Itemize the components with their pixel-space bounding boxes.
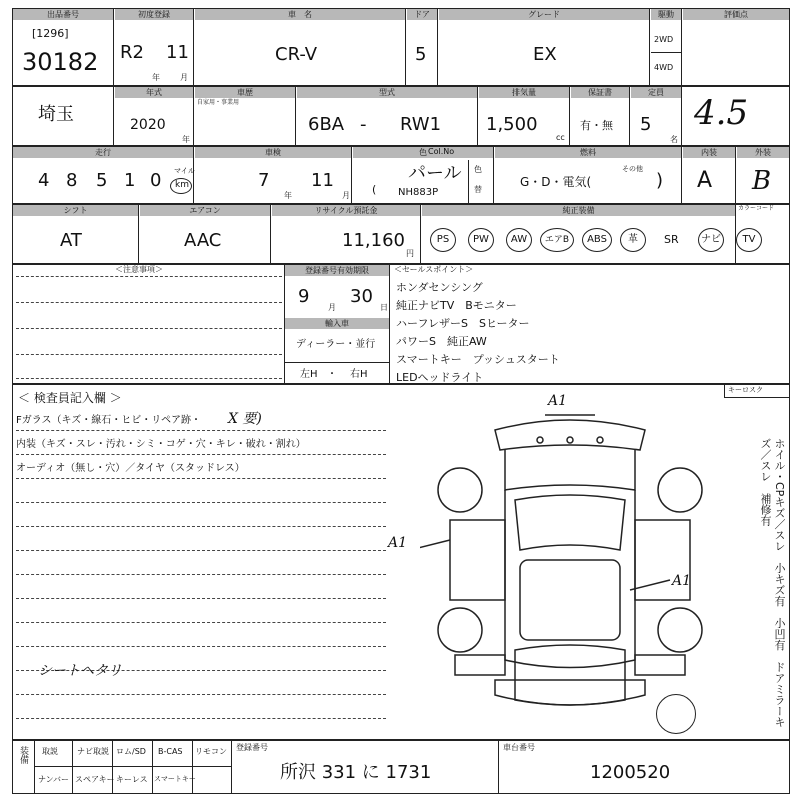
color-side-a: 色: [474, 165, 482, 174]
color-code: NH883P: [398, 187, 439, 198]
inspector-line1-mark: X 要): [228, 411, 262, 427]
first-reg-month-mark: 月: [180, 73, 188, 82]
inspector-side-text: ホイル・CPキズ／スレ 小キズ有 小凹有 ドアミラーキズ／スレ 補修有: [759, 438, 786, 728]
footer-item: ロム/SD: [116, 747, 146, 756]
valid-label: 登録番号有効期限: [285, 265, 389, 276]
first-reg-month: 11: [166, 42, 189, 63]
import-label: 輸入車: [285, 318, 389, 329]
seats-mark: 名: [670, 135, 678, 144]
fuel-close: ): [656, 170, 664, 191]
inspection-year-mark: 年: [284, 191, 292, 200]
inspector-handwritten: シートヘタリ: [38, 663, 122, 679]
inspection-month-mark: 月: [342, 191, 350, 200]
score-label: 評価点: [683, 9, 789, 20]
diagram-mark: A1: [548, 393, 568, 409]
sales-label: ＜セールスポイント＞: [394, 265, 474, 274]
model-code: RW1: [400, 114, 442, 135]
handle-left: 左H: [300, 369, 318, 380]
model-dash: -: [360, 114, 367, 135]
seats: 5: [640, 114, 652, 135]
sales-point: スマートキー プッシュスタート: [396, 353, 560, 366]
sales-point: パワーS 純正AW: [396, 335, 487, 348]
caution-label: ＜注意事項＞: [115, 265, 163, 274]
equip-sr: SR: [664, 233, 679, 246]
shift: AT: [60, 230, 82, 251]
exterior-grade: B: [752, 166, 772, 196]
mileage-unit: km: [175, 180, 189, 190]
footer-side-label: 装備: [18, 746, 28, 764]
equip-navi: ナビ: [698, 228, 724, 252]
displacement: 1,500: [486, 114, 538, 135]
sales-point: LEDヘッドライト: [396, 371, 484, 384]
recycle-label: リサイクル預託金: [272, 205, 420, 216]
handle-right: 右H: [350, 369, 368, 380]
aircon: AAC: [184, 230, 222, 251]
equip-aw: AW: [506, 228, 532, 252]
car-diagram: [420, 400, 720, 730]
grade: EX: [533, 44, 557, 65]
inspector-title: ＜ 検査員記入欄 ＞: [18, 391, 122, 405]
history-sub: 自家用・事業用: [197, 99, 240, 106]
score-handwritten: 4.5: [694, 93, 749, 133]
color-side-b: 替: [474, 185, 482, 194]
grade-label: グレード: [439, 9, 649, 20]
mileage-digit: 8: [66, 170, 78, 191]
inspector-line1: Fガラス（キズ・線石・ヒビ・リペア跡・: [16, 415, 202, 426]
color-code-label: Col.No: [428, 147, 455, 156]
footer-item: スマートキー: [154, 775, 196, 783]
drive-2wd: 2WD: [654, 35, 674, 44]
spare-tire-circle: [656, 694, 696, 734]
vin-label: 車台番号: [503, 743, 535, 752]
accessory-label: カラーコード: [738, 205, 775, 212]
footer-item: 取説: [42, 747, 58, 756]
model-prefix: 6BA: [308, 114, 345, 135]
drive-label: 駆動: [651, 9, 681, 20]
year-label: 年式: [115, 87, 193, 98]
mileage-digit: 4: [38, 170, 50, 191]
equip-leather: 革: [620, 228, 646, 252]
mileage-unit-top: マイル: [174, 167, 195, 175]
color-label: 色: [353, 147, 493, 158]
equip-abs: ABS: [582, 228, 612, 252]
footer-item: ナビ取説: [77, 747, 109, 756]
equip-tv: TV: [736, 228, 762, 252]
footer-item: B-CAS: [158, 747, 183, 756]
lot-bracket: [1296]: [32, 27, 69, 40]
valid-day-mark: 日: [380, 303, 388, 312]
inspector-line2: 内装（キズ・スレ・汚れ・シミ・コゲ・穴・キレ・破れ・割れ）: [16, 439, 306, 450]
model-year: 2020: [130, 117, 166, 133]
plate: 所沢 331 に 1731: [280, 762, 432, 783]
inspection-month: 11: [311, 170, 334, 191]
vin: 1200520: [590, 762, 671, 783]
equip-airbag: エアB: [540, 228, 574, 252]
footer-item: リモコン: [195, 747, 227, 756]
exterior-label: 外装: [737, 147, 789, 158]
equip-ps: PS: [430, 228, 456, 252]
handle-sep: ・: [327, 369, 337, 380]
fuel: G・D・電気(: [520, 175, 592, 189]
fuel-label: 燃料: [495, 147, 681, 158]
sales-point: 純正ナビTV Bモニター: [396, 299, 517, 312]
shift-label: シフト: [13, 205, 138, 216]
model-label: 型式: [297, 87, 477, 98]
valid-month-mark: 月: [328, 303, 336, 312]
lot-number: 30182: [22, 48, 99, 76]
interior-grade: A: [697, 168, 713, 193]
model-year-mark: 年: [182, 135, 190, 144]
region: 埼玉: [38, 104, 74, 125]
seats-label: 定員: [631, 87, 681, 98]
sales-point: ハーフレザーS Sヒーター: [396, 317, 530, 330]
history-label: 車歴: [195, 87, 295, 98]
first-reg-label: 初度登録: [115, 9, 193, 20]
warranty: 有・無: [580, 119, 613, 132]
displacement-unit: cc: [556, 133, 565, 142]
mileage-digit: 5: [96, 170, 108, 191]
dealer: ディーラー・並行: [296, 339, 376, 350]
valid-month: 9: [298, 286, 310, 307]
valid-day: 30: [350, 286, 373, 307]
equip-pw: PW: [468, 228, 494, 252]
doors-label: ドア: [407, 9, 437, 20]
key-label: キーロスク: [728, 386, 763, 394]
recycle-fee: 11,160: [342, 230, 405, 251]
lot-label: 出品番号: [13, 9, 113, 20]
recycle-yen: 円: [406, 249, 414, 258]
mileage-digit: 1: [124, 170, 136, 191]
drive-4wd: 4WD: [654, 63, 674, 72]
mileage-label: 走行: [13, 147, 193, 158]
car-name-label: 車 名: [195, 9, 405, 20]
footer-item: キーレス: [116, 775, 148, 784]
displacement-label: 排気量: [479, 87, 569, 98]
color: パール: [408, 163, 462, 184]
plate-label: 登録番号: [236, 743, 268, 752]
mileage-digit: 0: [150, 170, 162, 191]
car-name: CR-V: [275, 44, 318, 65]
footer-item: スペアキー: [75, 775, 115, 784]
diagram-mark: A1: [388, 535, 408, 551]
sales-point: ホンダセンシング: [396, 281, 483, 294]
aircon-label: エアコン: [140, 205, 270, 216]
color-paren: (: [372, 183, 377, 196]
inspection-year: 7: [258, 170, 270, 191]
first-reg-year-mark: 年: [152, 73, 160, 82]
diagram-mark: A1: [672, 573, 692, 589]
interior-label: 内装: [683, 147, 735, 158]
fuel-other: その他: [622, 165, 643, 173]
warranty-label: 保証書: [571, 87, 629, 98]
inspector-line3: オーディオ（無し・穴）／タイヤ（スタッドレス）: [16, 463, 245, 474]
equipment-label: 純正装備: [422, 205, 735, 216]
inspection-label: 車検: [195, 147, 351, 158]
doors: 5: [415, 44, 427, 65]
footer-item: ナンバー: [38, 775, 70, 784]
first-reg-era: R2: [120, 42, 144, 63]
